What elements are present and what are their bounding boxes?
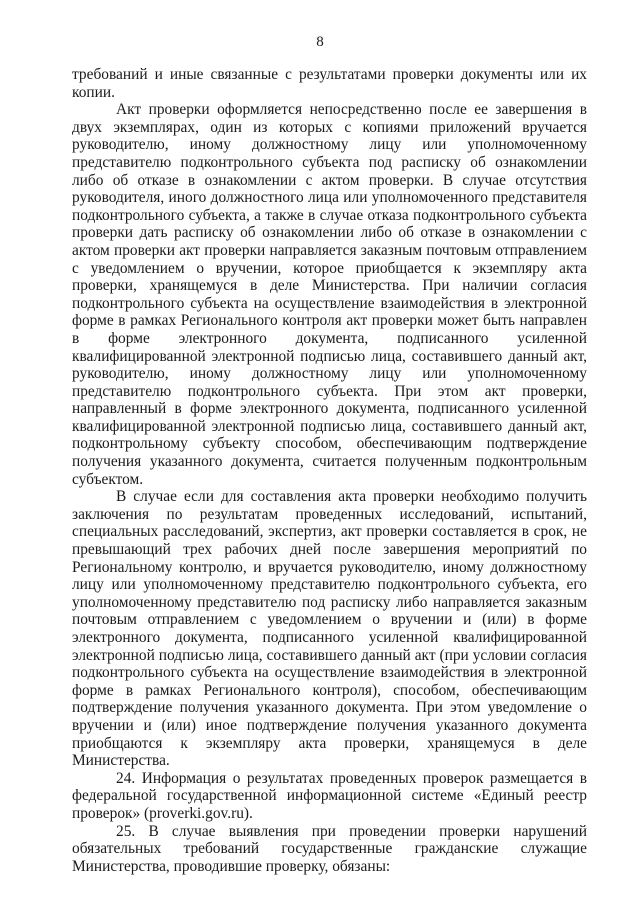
document-body bbox=[72, 66, 587, 875]
paragraph-continuation: требований и иные связанные с результатами проверки документы или их копии. bbox=[72, 66, 587, 101]
paragraph-item-24: 24. Информация о результатах проведенных проверок размещается в федеральной государственной информационной системе «Единый реестр проверок» (proverki.gov.ru). bbox=[72, 769, 587, 822]
paragraph-act-registration: Акт проверки оформляется непосредственно после ее завершения в двух экземплярах, один из которых с копиями приложений вручается руководителю, иному должностному лицу или уполномоченному представителю подконтрольного субъекта под расписку об ознакомлении либо об отказе в ознакомлении с актом проверки. В случае отсутствия руководителя, иного должностного лица или уполномоченного представителя подконтрольного субъекта, а также в случае отказа подконтрольного субъекта проверки дать расписку об ознакомлении либо об отказе в ознакомлении с актом проверки акт проверки направляется заказным почтовым отправлением с уведомлением о вручении, которое приобщается к экземпляру акта проверки, хранящемуся в деле Министерства. При наличии согласия подконтрольного субъекта на осуществление взаимодействия в электронной форме в рамках Регионального контроля акт проверки может быть направлен в форме электронного документа, подписанного усиленной квалифицированной электронной подписью лица, составившего данный акт, руководителю, иному должностному лицу или уполномоченному представителю подконтрольного субъекта. При этом акт проверки, направленный в форме электронного документа, подписанного усиленной квалифицированной электронной подписью лица, составившего данный акт, подконтрольному субъекту способом, обеспечивающим подтверждение получения указанного документа, считается полученным подконтрольным субъектом. bbox=[72, 101, 587, 488]
page-number: 8 bbox=[316, 34, 324, 50]
paragraph-expert-conclusions: В случае если для составления акта проверки необходимо получить заключения по результатам проведенных исследований, испытаний, специальных расследований, экспертиз, акт проверки составляется в срок, не превышающий трех рабочих дней после завершения мероприятий по Региональному контролю, и вручается руководителю, иному должностному лицу или уполномоченному представителю подконтрольного субъекта, его уполномоченному представителю под расписку либо направляется заказным почтовым отправлением с уведомлением о вручении и (или) в форме электронного документа, подписанного усиленной квалифицированной электронной подписью лица, составившего данный акт (при условии согласия подконтрольного субъекта на осуществление взаимодействия в электронной форме в рамках Регионального контроля), способом, обеспечивающим подтверждение получения указанного документа. При этом уведомление о вручении и (или) иное подтверждение получения указанного документа приобщаются к экземпляру акта проверки, хранящемуся в деле Министерства. bbox=[72, 488, 587, 770]
paragraph-item-25: 25. В случае выявления при проведении проверки нарушений обязательных требований государственные гражданские служащие Министерства, проводившие проверку, обязаны: bbox=[72, 822, 587, 875]
